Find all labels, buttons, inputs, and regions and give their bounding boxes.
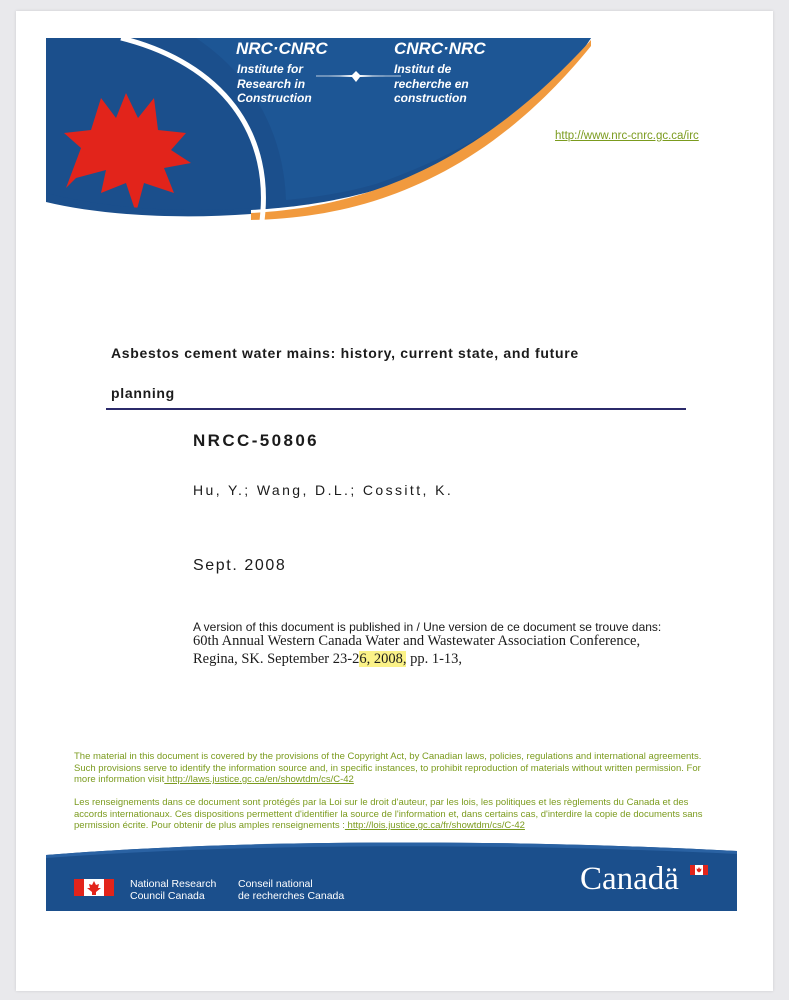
document-date: Sept. 2008 — [193, 557, 287, 574]
nrc-logo: NRC·CNRC — [236, 39, 328, 58]
publication-note: A version of this document is published in / Une version de ce document se trouve dans: — [193, 620, 662, 634]
publication-reference-line-2 — [193, 651, 462, 668]
nrc-header-banner — [46, 38, 591, 228]
publication-reference-line-1: 60th Annual Western Canada Water and Wastewater Association Conference, — [193, 633, 641, 649]
highlighted-date: 6, 2008, — [359, 651, 407, 667]
title-divider — [106, 408, 686, 410]
laws-justice-link[interactable]: http://laws.justice.gc.ca/en/showtdm/cs/C-42 — [164, 774, 354, 785]
canada-wordmark: Canadä — [580, 861, 679, 897]
copyright-text-en: The material in this document is covered by the provisions of the Copyright Act, by Canadian laws, policies, regulations and international agreements. Such provisions serve to identify the information source and, in specific instances, to prohibit reproduction of materials without written permission. For more information visit — [74, 751, 702, 785]
document-page — [16, 11, 773, 991]
cnrc-logo: CNRC·NRC — [394, 39, 486, 58]
lois-justice-link[interactable]: http://lois.justice.gc.ca/fr/showtdm/cs/C-42 — [344, 820, 525, 831]
nrc-name-fr: Conseil national de recherches Canada — [238, 878, 345, 902]
canada-wordmark-flag-icon — [690, 865, 708, 875]
document-authors: Hu, Y.; Wang, D.L.; Cossitt, K. — [193, 482, 454, 498]
institute-name-fr: Institut de recherche en construction — [394, 62, 469, 105]
publication-pages: pp. 1-13, — [406, 651, 463, 667]
copyright-text-fr: Les renseignements dans ce document sont protégés par la Loi sur le droit d'auteur, par les lois, les politiques et les règlements du Canada et des accords internationaux. Ces dispositions permettent d'identifier la source de l'information et, dans certains cas, d'interdire la copie de documents sans permission écrite. Pour obtenir de plus amples renseignements : — [74, 797, 703, 831]
canada-flag-icon — [74, 879, 114, 896]
copyright-notice-en — [74, 751, 704, 786]
publication-place-dates: Regina, SK. September 23-2 — [193, 651, 360, 667]
irc-website-link[interactable]: http://www.nrc-cnrc.gc.ca/irc — [555, 130, 699, 142]
institute-name-en: Institute for Research in Construction — [237, 62, 312, 105]
document-number: NRCC-50806 — [193, 431, 320, 450]
document-title-line-2: planning — [111, 385, 175, 401]
nrc-name-en: National Research Council Canada — [130, 878, 217, 902]
copyright-notice-fr — [74, 797, 704, 832]
document-title-line-1: Asbestos cement water mains: history, current state, and future — [111, 345, 579, 361]
